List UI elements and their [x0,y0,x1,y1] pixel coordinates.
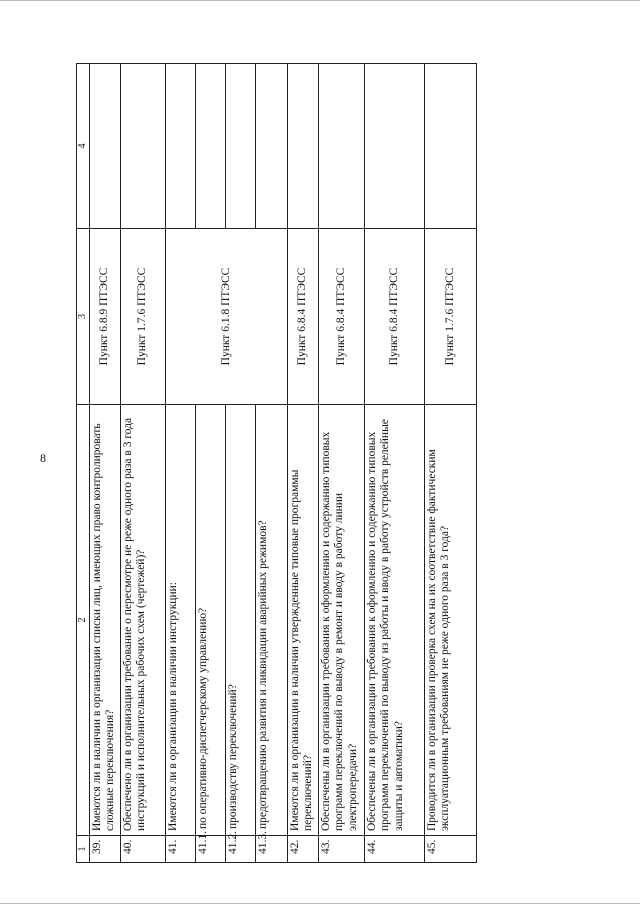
empty-cell [225,64,255,229]
requirement-text: Имеются ли в организации в наличии инструкции: [165,405,195,836]
row-number: 41.3. [255,836,287,863]
empty-cell [364,64,424,229]
empty-cell [318,64,364,229]
table-row [89,64,120,863]
requirement-text: производству переключений? [225,405,255,836]
table-row [424,64,476,863]
regulation-reference: Пункт 6.8.9 ПТЭСС [89,229,120,405]
scan-edge-mark [0,903,640,904]
requirement-text: Обеспечены ли в организации требования к оформлению и содержанию типовых программ переключений по выводу из работы и вводу в работу устройств релейные защиты и автоматики? [364,405,424,836]
row-number: 45. [424,836,476,863]
table-row [287,64,318,863]
page-number: 8 [40,451,46,465]
empty-cell [255,64,287,229]
regulation-reference: Пункт 6.8.4 ПТЭСС [287,229,318,405]
header-cell: 2 [77,405,90,836]
empty-cell [287,64,318,229]
table-row [165,64,195,863]
regulation-reference: Пункт 6.8.4 ПТЭСС [364,229,424,405]
table-header-row [77,64,90,863]
table-row [318,64,364,863]
row-number: 41. [165,836,195,863]
header-cell: 1 [77,836,90,863]
table-row [225,64,255,863]
row-number: 44. [364,836,424,863]
regulation-reference: Пункт 6.1.8 ПТЭСС [165,229,287,405]
empty-cell [195,64,225,229]
requirement-text: Проводится ли в организации проверка схем на их соответствие фактическим эксплуатационным требованиям не реже одного раза в 3 года? [424,405,476,836]
empty-cell [120,64,165,229]
header-cell: 4 [77,64,90,229]
scan-edge-mark [0,0,640,1]
rotated-table-area [76,64,475,863]
requirement-text: Обеспечено ли в организации требование о пересмотре не реже одного раза в 3 года инструкций и исполнительных рабочих схем (чертежей)? [120,405,165,836]
table-row [255,64,287,863]
header-cell: 3 [77,229,90,405]
empty-cell [165,64,195,229]
table-rotator [76,64,475,863]
checklist-table [76,63,477,863]
requirement-text: предотвращению развития и ликвидации аварийных режимов? [255,405,287,836]
regulation-reference: Пункт 6.8.4 ПТЭСС [318,229,364,405]
requirement-text: Имеются ли в наличии в организации списки лиц, имеющих право контролировать сложные переключения? [89,405,120,836]
row-number: 41.2. [225,836,255,863]
row-number: 41.1. [195,836,225,863]
empty-cell [89,64,120,229]
requirement-text: по оперативно-диспетчерскому управлению? [195,405,225,836]
row-number: 43. [318,836,364,863]
row-number: 40. [120,836,165,863]
table-row [195,64,225,863]
requirement-text: Обеспечены ли в организации требования к оформлению и содержанию типовых программ переключений по выводу в ремонт и вводу в работу линии электропередачи? [318,405,364,836]
row-number: 39. [89,836,120,863]
row-number: 42. [287,836,318,863]
table-row [120,64,165,863]
empty-cell [424,64,476,229]
regulation-reference: Пункт 1.7.6 ПТЭСС [424,229,476,405]
table-row [364,64,424,863]
requirement-text: Имеются ли в организации в наличии утвержденные типовые программы переключений? [287,405,318,836]
regulation-reference: Пункт 1.7.6 ПТЭСС [120,229,165,405]
